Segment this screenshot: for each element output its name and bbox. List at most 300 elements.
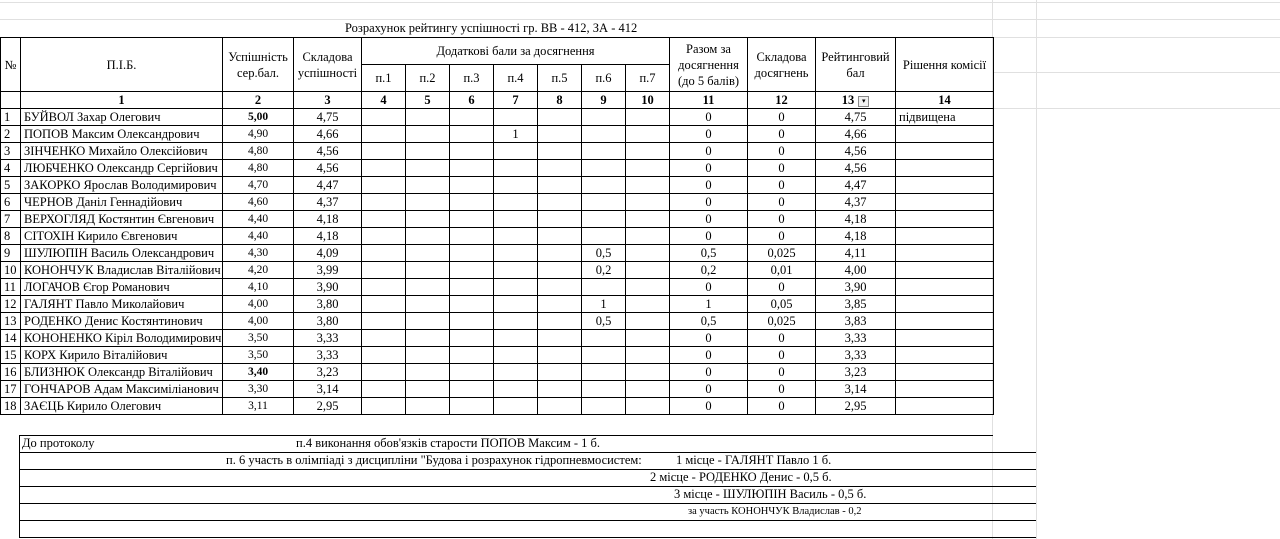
cell-p6[interactable]: 0,5 bbox=[582, 245, 626, 262]
cell-p1[interactable] bbox=[362, 279, 406, 296]
cell-avg[interactable]: 4,60 bbox=[223, 194, 294, 211]
header-total-line3: (до 5 балів) bbox=[677, 73, 740, 88]
cell-rating[interactable]: 2,95 bbox=[816, 398, 896, 415]
cell-p7[interactable] bbox=[626, 381, 670, 398]
cell-comp[interactable]: 3,33 bbox=[294, 330, 362, 347]
table-row bbox=[1, 245, 994, 262]
cell-p4[interactable] bbox=[494, 109, 538, 126]
cell-p2[interactable] bbox=[406, 330, 450, 347]
cell-name[interactable]: ЧЕРНОВ Даніл Геннадійович bbox=[21, 194, 223, 211]
cell-p6[interactable] bbox=[582, 381, 626, 398]
cell-name[interactable]: ШУЛЮПІН Василь Олександрович bbox=[21, 245, 223, 262]
cell-achcomp[interactable]: 0 bbox=[748, 381, 816, 398]
header-achcomp-line2: досягнень bbox=[754, 65, 809, 80]
cell-avg[interactable]: 5,00 bbox=[223, 109, 294, 126]
cell-achcomp[interactable]: 0 bbox=[748, 194, 816, 211]
cell-p5[interactable] bbox=[538, 381, 582, 398]
cell-achcomp[interactable]: 0 bbox=[748, 330, 816, 347]
cell-name[interactable]: ГОНЧАРОВ Адам Максиміліанович bbox=[21, 381, 223, 398]
cell-p7[interactable] bbox=[626, 143, 670, 160]
cell-p1[interactable] bbox=[362, 245, 406, 262]
cell-p3[interactable] bbox=[450, 347, 494, 364]
cell-p5[interactable] bbox=[538, 228, 582, 245]
cell-rating[interactable]: 3,33 bbox=[816, 347, 896, 364]
cell-comp[interactable]: 4,66 bbox=[294, 126, 362, 143]
cell-p5[interactable] bbox=[538, 330, 582, 347]
cell-p4[interactable] bbox=[494, 347, 538, 364]
cell-name[interactable]: СІТОХІН Кирило Євгенович bbox=[21, 228, 223, 245]
cell-p2[interactable] bbox=[406, 160, 450, 177]
cell-decision[interactable] bbox=[896, 279, 994, 296]
cell-achcomp[interactable]: 0 bbox=[748, 347, 816, 364]
cell-p2[interactable] bbox=[406, 126, 450, 143]
cell-p4[interactable] bbox=[494, 160, 538, 177]
note-p6: п. 6 участь в олімпіаді з дисципліни "Будова і розрахунок гідропневмосистем: bbox=[226, 453, 642, 467]
cell-p6[interactable] bbox=[582, 228, 626, 245]
cell-p1[interactable] bbox=[362, 177, 406, 194]
cell-p6[interactable] bbox=[582, 330, 626, 347]
header-p3: п.3 bbox=[450, 65, 494, 92]
cell-decision[interactable] bbox=[896, 347, 994, 364]
cell-achcomp[interactable]: 0,01 bbox=[748, 262, 816, 279]
cell-p4[interactable] bbox=[494, 364, 538, 381]
cell-rating[interactable]: 3,23 bbox=[816, 364, 896, 381]
cell-decision[interactable] bbox=[896, 160, 994, 177]
cell-p1[interactable] bbox=[362, 296, 406, 313]
colnum-9: 8 bbox=[538, 92, 582, 109]
cell-decision[interactable] bbox=[896, 245, 994, 262]
header-pib: П.І.Б. bbox=[21, 38, 223, 92]
cell-avg[interactable]: 4,80 bbox=[223, 143, 294, 160]
cell-p1[interactable] bbox=[362, 262, 406, 279]
header-rating-line2: бал bbox=[846, 65, 865, 80]
cell-num[interactable]: 18 bbox=[1, 398, 21, 415]
cell-p2[interactable] bbox=[406, 313, 450, 330]
cell-p2[interactable] bbox=[406, 279, 450, 296]
cell-p7[interactable] bbox=[626, 313, 670, 330]
colnum-14[interactable] bbox=[816, 92, 896, 109]
table-row bbox=[1, 211, 994, 228]
cell-p5[interactable] bbox=[538, 245, 582, 262]
cell-comp[interactable]: 4,18 bbox=[294, 211, 362, 228]
cell-p1[interactable] bbox=[362, 398, 406, 415]
cell-num[interactable]: 2 bbox=[1, 126, 21, 143]
cell-total[interactable]: 0 bbox=[670, 177, 748, 194]
cell-total[interactable]: 0 bbox=[670, 143, 748, 160]
cell-p5[interactable] bbox=[538, 364, 582, 381]
cell-name[interactable]: КОРХ Кирило Віталійович bbox=[21, 347, 223, 364]
cell-total[interactable]: 0 bbox=[670, 398, 748, 415]
cell-comp[interactable]: 3,90 bbox=[294, 279, 362, 296]
cell-p3[interactable] bbox=[450, 211, 494, 228]
cell-total[interactable]: 0,2 bbox=[670, 262, 748, 279]
cell-p1[interactable] bbox=[362, 313, 406, 330]
cell-p5[interactable] bbox=[538, 398, 582, 415]
cell-num[interactable]: 13 bbox=[1, 313, 21, 330]
cell-rating[interactable]: 4,18 bbox=[816, 228, 896, 245]
cell-p4[interactable] bbox=[494, 398, 538, 415]
cell-total[interactable]: 0 bbox=[670, 211, 748, 228]
table-row bbox=[1, 177, 994, 194]
cell-p1[interactable] bbox=[362, 228, 406, 245]
header-extra: Додаткові бали за досягнення bbox=[362, 38, 670, 65]
cell-p3[interactable] bbox=[450, 381, 494, 398]
cell-p1[interactable] bbox=[362, 381, 406, 398]
cell-p6[interactable] bbox=[582, 177, 626, 194]
cell-decision[interactable] bbox=[896, 143, 994, 160]
cell-p3[interactable] bbox=[450, 313, 494, 330]
cell-avg[interactable]: 4,00 bbox=[223, 296, 294, 313]
cell-num[interactable]: 15 bbox=[1, 347, 21, 364]
cell-decision[interactable] bbox=[896, 228, 994, 245]
cell-p6[interactable] bbox=[582, 126, 626, 143]
cell-p6[interactable]: 1 bbox=[582, 296, 626, 313]
cell-num[interactable]: 4 bbox=[1, 160, 21, 177]
cell-p6[interactable] bbox=[582, 279, 626, 296]
cell-p3[interactable] bbox=[450, 330, 494, 347]
cell-p5[interactable] bbox=[538, 109, 582, 126]
cell-p6[interactable] bbox=[582, 211, 626, 228]
cell-p4[interactable]: 1 bbox=[494, 126, 538, 143]
cell-total[interactable]: 0 bbox=[670, 347, 748, 364]
cell-p1[interactable] bbox=[362, 211, 406, 228]
cell-p7[interactable] bbox=[626, 160, 670, 177]
cell-rating[interactable]: 4,37 bbox=[816, 194, 896, 211]
cell-decision[interactable] bbox=[896, 194, 994, 211]
cell-name[interactable]: ПОПОВ Максим Олександрович bbox=[21, 126, 223, 143]
cell-rating[interactable]: 4,66 bbox=[816, 126, 896, 143]
cell-p5[interactable] bbox=[538, 194, 582, 211]
cell-p2[interactable] bbox=[406, 381, 450, 398]
cell-achcomp[interactable]: 0 bbox=[748, 109, 816, 126]
cell-num[interactable]: 16 bbox=[1, 364, 21, 381]
cell-p3[interactable] bbox=[450, 177, 494, 194]
cell-num[interactable]: 17 bbox=[1, 381, 21, 398]
cell-p6[interactable]: 0,5 bbox=[582, 313, 626, 330]
cell-p5[interactable] bbox=[538, 211, 582, 228]
cell-decision[interactable]: підвищена bbox=[896, 109, 994, 126]
cell-p1[interactable] bbox=[362, 143, 406, 160]
notes-border bbox=[19, 520, 1036, 521]
cell-p5[interactable] bbox=[538, 313, 582, 330]
cell-p5[interactable] bbox=[538, 296, 582, 313]
cell-name[interactable]: ВЕРХОГЛЯД Костянтин Євгенович bbox=[21, 211, 223, 228]
cell-p3[interactable] bbox=[450, 160, 494, 177]
cell-achcomp[interactable]: 0 bbox=[748, 143, 816, 160]
cell-decision[interactable] bbox=[896, 211, 994, 228]
cell-p4[interactable] bbox=[494, 228, 538, 245]
cell-p2[interactable] bbox=[406, 398, 450, 415]
cell-p7[interactable] bbox=[626, 126, 670, 143]
cell-p2[interactable] bbox=[406, 109, 450, 126]
cell-comp[interactable]: 4,18 bbox=[294, 228, 362, 245]
cell-p2[interactable] bbox=[406, 211, 450, 228]
cell-p4[interactable] bbox=[494, 313, 538, 330]
cell-comp[interactable]: 4,37 bbox=[294, 194, 362, 211]
cell-achcomp[interactable]: 0 bbox=[748, 364, 816, 381]
cell-p7[interactable] bbox=[626, 296, 670, 313]
cell-num[interactable]: 6 bbox=[1, 194, 21, 211]
cell-avg[interactable]: 3,30 bbox=[223, 381, 294, 398]
cell-achcomp[interactable]: 0 bbox=[748, 126, 816, 143]
cell-p5[interactable] bbox=[538, 160, 582, 177]
cell-p5[interactable] bbox=[538, 279, 582, 296]
cell-name[interactable]: БЛИЗНЮК Олександр Віталійович bbox=[21, 364, 223, 381]
cell-rating[interactable]: 4,75 bbox=[816, 109, 896, 126]
cell-p2[interactable] bbox=[406, 177, 450, 194]
header-comp bbox=[294, 38, 362, 92]
cell-avg[interactable]: 4,40 bbox=[223, 211, 294, 228]
cell-p3[interactable] bbox=[450, 143, 494, 160]
cell-p2[interactable] bbox=[406, 262, 450, 279]
cell-p5[interactable] bbox=[538, 126, 582, 143]
cell-rating[interactable]: 3,85 bbox=[816, 296, 896, 313]
cell-num[interactable]: 10 bbox=[1, 262, 21, 279]
cell-comp[interactable]: 4,09 bbox=[294, 245, 362, 262]
cell-rating[interactable]: 3,83 bbox=[816, 313, 896, 330]
cell-decision[interactable] bbox=[896, 313, 994, 330]
cell-name[interactable]: РОДЕНКО Денис Костянтинович bbox=[21, 313, 223, 330]
cell-total[interactable]: 0 bbox=[670, 194, 748, 211]
cell-achcomp[interactable]: 0 bbox=[748, 211, 816, 228]
header-avg-line2: сер.бал. bbox=[236, 65, 279, 80]
cell-p2[interactable] bbox=[406, 228, 450, 245]
cell-p2[interactable] bbox=[406, 364, 450, 381]
note-place2: 2 місце - РОДЕНКО Денис - 0,5 б. bbox=[650, 470, 832, 484]
header-total-line1: Разом за bbox=[686, 41, 731, 56]
cell-comp[interactable]: 3,80 bbox=[294, 313, 362, 330]
table-row bbox=[1, 330, 994, 347]
cell-total[interactable]: 0 bbox=[670, 381, 748, 398]
cell-p4[interactable] bbox=[494, 296, 538, 313]
notes-border bbox=[19, 503, 1036, 504]
dropdown-filter-icon[interactable]: ▾ bbox=[858, 96, 869, 107]
cell-p6[interactable] bbox=[582, 364, 626, 381]
header-avg-line1: Успішність bbox=[228, 49, 288, 64]
cell-p3[interactable] bbox=[450, 228, 494, 245]
cell-rating[interactable]: 4,18 bbox=[816, 211, 896, 228]
cell-p7[interactable] bbox=[626, 279, 670, 296]
cell-comp[interactable]: 4,75 bbox=[294, 109, 362, 126]
cell-p3[interactable] bbox=[450, 364, 494, 381]
cell-comp[interactable]: 4,56 bbox=[294, 160, 362, 177]
cell-avg[interactable]: 4,90 bbox=[223, 126, 294, 143]
cell-p3[interactable] bbox=[450, 126, 494, 143]
cell-p4[interactable] bbox=[494, 177, 538, 194]
cell-p6[interactable] bbox=[582, 109, 626, 126]
cell-p3[interactable] bbox=[450, 109, 494, 126]
cell-num[interactable]: 1 bbox=[1, 109, 21, 126]
cell-rating[interactable]: 3,90 bbox=[816, 279, 896, 296]
cell-p5[interactable] bbox=[538, 143, 582, 160]
cell-avg[interactable]: 4,30 bbox=[223, 245, 294, 262]
cell-name[interactable]: ГАЛЯНТ Павло Миколайович bbox=[21, 296, 223, 313]
cell-total[interactable]: 1 bbox=[670, 296, 748, 313]
cell-comp[interactable]: 2,95 bbox=[294, 398, 362, 415]
cell-p7[interactable] bbox=[626, 364, 670, 381]
cell-decision[interactable] bbox=[896, 296, 994, 313]
cell-decision[interactable] bbox=[896, 126, 994, 143]
cell-p4[interactable] bbox=[494, 279, 538, 296]
cell-p1[interactable] bbox=[362, 330, 406, 347]
cell-p7[interactable] bbox=[626, 228, 670, 245]
cell-p2[interactable] bbox=[406, 194, 450, 211]
cell-p2[interactable] bbox=[406, 245, 450, 262]
cell-p1[interactable] bbox=[362, 194, 406, 211]
cell-p6[interactable] bbox=[582, 347, 626, 364]
cell-name[interactable]: ЛЮБЧЕНКО Олександр Сергійович bbox=[21, 160, 223, 177]
cell-p1[interactable] bbox=[362, 364, 406, 381]
cell-decision[interactable] bbox=[896, 364, 994, 381]
header-rating-line1: Рейтинговий bbox=[821, 49, 890, 64]
cell-avg[interactable]: 3,50 bbox=[223, 330, 294, 347]
table-row bbox=[1, 194, 994, 211]
cell-name[interactable]: ЛОГАЧОВ Єгор Романович bbox=[21, 279, 223, 296]
cell-num[interactable]: 7 bbox=[1, 211, 21, 228]
cell-p7[interactable] bbox=[626, 245, 670, 262]
cell-achcomp[interactable]: 0 bbox=[748, 160, 816, 177]
cell-p4[interactable] bbox=[494, 194, 538, 211]
cell-comp[interactable]: 3,99 bbox=[294, 262, 362, 279]
cell-name[interactable]: ЗАЄЦЬ Кирило Олегович bbox=[21, 398, 223, 415]
cell-num[interactable]: 9 bbox=[1, 245, 21, 262]
cell-rating[interactable]: 4,11 bbox=[816, 245, 896, 262]
cell-avg[interactable]: 3,11 bbox=[223, 398, 294, 415]
cell-p2[interactable] bbox=[406, 347, 450, 364]
cell-p2[interactable] bbox=[406, 143, 450, 160]
cell-decision[interactable] bbox=[896, 398, 994, 415]
cell-p7[interactable] bbox=[626, 109, 670, 126]
cell-p6[interactable] bbox=[582, 194, 626, 211]
cell-p4[interactable] bbox=[494, 330, 538, 347]
cell-avg[interactable]: 4,20 bbox=[223, 262, 294, 279]
colnum-6: 5 bbox=[406, 92, 450, 109]
cell-total[interactable]: 0 bbox=[670, 279, 748, 296]
cell-num[interactable]: 12 bbox=[1, 296, 21, 313]
cell-p7[interactable] bbox=[626, 211, 670, 228]
cell-total[interactable]: 0 bbox=[670, 364, 748, 381]
cell-comp[interactable]: 3,14 bbox=[294, 381, 362, 398]
cell-comp[interactable]: 3,80 bbox=[294, 296, 362, 313]
cell-p7[interactable] bbox=[626, 398, 670, 415]
cell-total[interactable]: 0 bbox=[670, 160, 748, 177]
cell-p3[interactable] bbox=[450, 279, 494, 296]
cell-total[interactable]: 0,5 bbox=[670, 245, 748, 262]
cell-total[interactable]: 0 bbox=[670, 109, 748, 126]
cell-achcomp[interactable]: 0 bbox=[748, 177, 816, 194]
cell-num[interactable]: 14 bbox=[1, 330, 21, 347]
colnum-8: 7 bbox=[494, 92, 538, 109]
cell-achcomp[interactable]: 0,025 bbox=[748, 313, 816, 330]
cell-p5[interactable] bbox=[538, 347, 582, 364]
cell-num[interactable]: 3 bbox=[1, 143, 21, 160]
cell-rating[interactable]: 3,33 bbox=[816, 330, 896, 347]
cell-p5[interactable] bbox=[538, 177, 582, 194]
cell-achcomp[interactable]: 0,025 bbox=[748, 245, 816, 262]
cell-name[interactable]: КОНОНЕНКО Кіріл Володимирович bbox=[21, 330, 223, 347]
cell-p4[interactable] bbox=[494, 262, 538, 279]
cell-decision[interactable] bbox=[896, 177, 994, 194]
table-row bbox=[1, 228, 994, 245]
cell-achcomp[interactable]: 0 bbox=[748, 398, 816, 415]
cell-p7[interactable] bbox=[626, 347, 670, 364]
cell-comp[interactable]: 4,47 bbox=[294, 177, 362, 194]
cell-p4[interactable] bbox=[494, 143, 538, 160]
cell-p6[interactable] bbox=[582, 143, 626, 160]
cell-p3[interactable] bbox=[450, 398, 494, 415]
cell-rating[interactable]: 4,00 bbox=[816, 262, 896, 279]
cell-decision[interactable] bbox=[896, 381, 994, 398]
cell-avg[interactable]: 4,80 bbox=[223, 160, 294, 177]
cell-p4[interactable] bbox=[494, 211, 538, 228]
cell-comp[interactable]: 3,33 bbox=[294, 347, 362, 364]
cell-p6[interactable] bbox=[582, 398, 626, 415]
cell-name[interactable]: КОНОНЧУК Владислав Віталійович bbox=[21, 262, 223, 279]
cell-total[interactable]: 0,5 bbox=[670, 313, 748, 330]
cell-p1[interactable] bbox=[362, 160, 406, 177]
cell-avg[interactable]: 4,10 bbox=[223, 279, 294, 296]
cell-p7[interactable] bbox=[626, 330, 670, 347]
cell-p7[interactable] bbox=[626, 177, 670, 194]
cell-avg[interactable]: 3,50 bbox=[223, 347, 294, 364]
cell-p1[interactable] bbox=[362, 347, 406, 364]
cell-num[interactable]: 5 bbox=[1, 177, 21, 194]
cell-p3[interactable] bbox=[450, 296, 494, 313]
cell-total[interactable]: 0 bbox=[670, 126, 748, 143]
cell-p1[interactable] bbox=[362, 109, 406, 126]
cell-avg[interactable]: 3,40 bbox=[223, 364, 294, 381]
cell-achcomp[interactable]: 0 bbox=[748, 228, 816, 245]
cell-p6[interactable] bbox=[582, 160, 626, 177]
cell-p2[interactable] bbox=[406, 296, 450, 313]
cell-p7[interactable] bbox=[626, 194, 670, 211]
cell-avg[interactable]: 4,40 bbox=[223, 228, 294, 245]
cell-total[interactable]: 0 bbox=[670, 228, 748, 245]
cell-avg[interactable]: 4,00 bbox=[223, 313, 294, 330]
cell-p4[interactable] bbox=[494, 245, 538, 262]
colnum-14-label: 13 bbox=[841, 93, 855, 107]
cell-name[interactable]: БУЙВОЛ Захар Олегович bbox=[21, 109, 223, 126]
colnum-10: 9 bbox=[582, 92, 626, 109]
cell-achcomp[interactable]: 0 bbox=[748, 279, 816, 296]
cell-rating[interactable]: 3,14 bbox=[816, 381, 896, 398]
cell-p1[interactable] bbox=[362, 126, 406, 143]
cell-name[interactable]: ЗІНЧЕНКО Михайло Олексійович bbox=[21, 143, 223, 160]
cell-p7[interactable] bbox=[626, 262, 670, 279]
cell-avg[interactable]: 4,70 bbox=[223, 177, 294, 194]
cell-num[interactable]: 11 bbox=[1, 279, 21, 296]
cell-rating[interactable]: 4,56 bbox=[816, 143, 896, 160]
cell-p6[interactable]: 0,2 bbox=[582, 262, 626, 279]
cell-p3[interactable] bbox=[450, 262, 494, 279]
cell-comp[interactable]: 3,23 bbox=[294, 364, 362, 381]
cell-comp[interactable]: 4,56 bbox=[294, 143, 362, 160]
cell-p4[interactable] bbox=[494, 381, 538, 398]
cell-achcomp[interactable]: 0,05 bbox=[748, 296, 816, 313]
cell-p3[interactable] bbox=[450, 194, 494, 211]
cell-rating[interactable]: 4,56 bbox=[816, 160, 896, 177]
cell-num[interactable]: 8 bbox=[1, 228, 21, 245]
cell-p5[interactable] bbox=[538, 262, 582, 279]
cell-decision[interactable] bbox=[896, 262, 994, 279]
cell-rating[interactable]: 4,47 bbox=[816, 177, 896, 194]
cell-name[interactable]: ЗАКОРКО Ярослав Володимирович bbox=[21, 177, 223, 194]
note-place1: 1 місце - ГАЛЯНТ Павло 1 б. bbox=[676, 453, 832, 467]
cell-p3[interactable] bbox=[450, 245, 494, 262]
cell-total[interactable]: 0 bbox=[670, 330, 748, 347]
note-place3: 3 місце - ШУЛЮПІН Василь - 0,5 б. bbox=[674, 487, 867, 501]
cell-decision[interactable] bbox=[896, 330, 994, 347]
